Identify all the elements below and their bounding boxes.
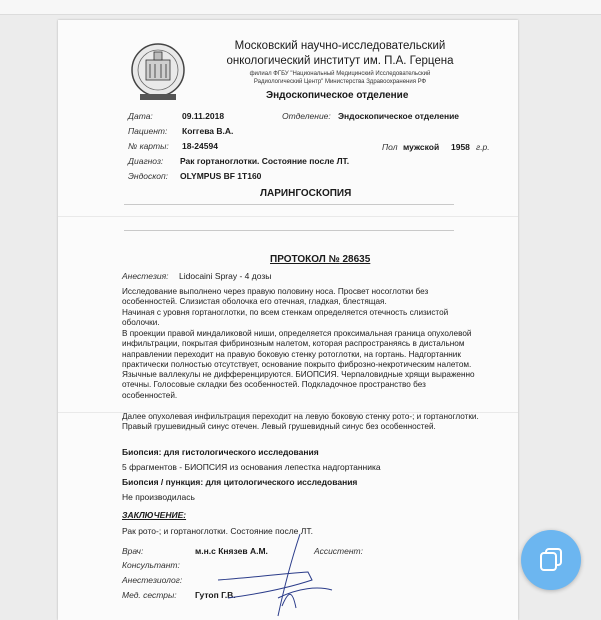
findings-paragraph: В проекции правой миндаликовой ниши, определяется проксимальная граница опухолевой инфильтрации, покрытая фибринозным налетом, которая распространяясь в дистальном направлении переходит на правую боковую стенку ротоглотки, на гортань. Надгортанник практически полностью отсутствует, основание покрыто фиброзно-некротическим налетом. Язычные валлекулы не дифференцируются. БИОПСИЯ. Черпаловидные хрящи выраженно отечны. Голосовые складки без особенностей. Подкладочное пространство без особенностей. [122, 329, 475, 400]
copy-fab-button[interactable] [521, 530, 581, 590]
protocol-prefix: ПРОТОКОЛ № [270, 254, 340, 265]
findings-paragraph: Далее опухолевая инфильтрация переходит на левую боковую стенку рото-; и гортаноглотки. Правый грушевидный синус отечен. Левый грушевидный синус без особенностей. [122, 412, 479, 432]
affiliation-line1: филиал ФГБУ "Национальный Медицинский Исследовательский [249, 71, 431, 77]
card-value: 18-24594 [182, 141, 218, 151]
birth-year-value: 1958 [451, 142, 470, 152]
histology-value: 5 фрагментов - БИОПСИЯ из основания лепестка надгортанника [122, 462, 381, 472]
procedure-title: ЛАРИНГОСКОПИЯ [260, 188, 352, 199]
paper-fold [58, 216, 518, 217]
document-page [58, 20, 518, 620]
nurse-label: Мед. сестры: [122, 590, 177, 600]
conclusion-label: ЗАКЛЮЧЕНИЕ: [122, 510, 187, 520]
date-value: 09.11.2018 [182, 111, 225, 121]
institute-logo-icon [130, 42, 186, 102]
divider [124, 204, 454, 205]
anesthesia-label: Анестезия: [122, 271, 169, 281]
department-label: Отделение: [282, 111, 331, 121]
department-value: Эндоскопическое отделение [338, 111, 460, 121]
patient-value: Коггева В.А. [182, 126, 234, 136]
protocol-title [270, 254, 370, 265]
cytology-value: Не производилась [122, 492, 195, 502]
assistant-label: Ассистент: [314, 546, 363, 556]
doctor-label: Врач: [122, 546, 144, 556]
anesthesiologist-label: Анестезиолог: [122, 575, 183, 585]
affiliation-line2: Радиологический Центр" Министерства Здравоохранения РФ [253, 79, 427, 85]
top-bar [0, 0, 601, 15]
diagnosis-label: Диагноз: [128, 156, 164, 166]
findings-paragraph: Начиная с уровня гортаноглотки, по всем стенкам определяется отечность слизистой оболочки. [122, 308, 449, 328]
findings-paragraph: Исследование выполнено через правую половину носа. Просвет носоглотки без особенностей. Слизистая оболочка его отечная, гладкая, блестящая. [122, 287, 429, 307]
copy-icon [538, 547, 564, 573]
histology-label: Биопсия: для гистологического исследования [122, 447, 319, 457]
department-heading: Эндоскопическое отделение [266, 90, 409, 101]
divider [124, 230, 454, 231]
birth-year-suffix: г.р. [476, 142, 490, 152]
cytology-label: Биопсия / пункция: для цитологического исследования [122, 477, 358, 487]
diagnosis-value: Рак гортаноглотки. Состояние после ЛТ. [180, 156, 350, 166]
endoscope-value: OLYMPUS BF 1T160 [180, 171, 262, 181]
doctor-value: м.н.с Князев А.М. [195, 546, 268, 556]
conclusion-value: Рак рото-; и гортаноглотки. Состояние после ЛТ. [122, 526, 313, 536]
consultant-label: Консультант: [122, 560, 180, 570]
protocol-number: 28635 [342, 254, 371, 265]
nurse-value: Гутоп Г.В. [195, 590, 236, 600]
sex-label: Пол [382, 142, 398, 152]
doctor-signature [208, 528, 338, 620]
anesthesia-value: Lidocaini Spray - 4 дозы [179, 271, 272, 281]
endoscope-label: Эндоскоп: [128, 171, 169, 181]
patient-label: Пациент: [128, 126, 168, 136]
card-label: № карты: [128, 141, 169, 151]
sex-value: мужской [403, 142, 440, 152]
institute-name-line2: онкологический институт им. П.А. Герцена [226, 55, 454, 67]
date-label: Дата: [128, 111, 153, 121]
institute-name-line1: Московский научно-исследовательский [234, 40, 446, 52]
